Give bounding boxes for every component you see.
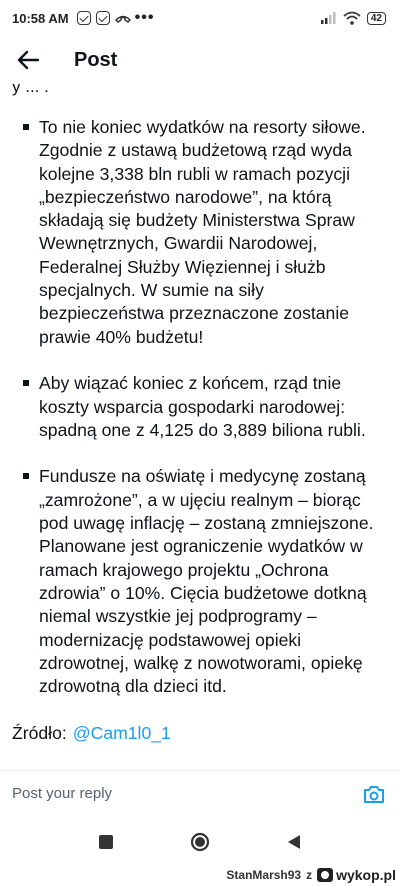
watermark-site [317, 867, 396, 883]
list-item [12, 372, 392, 442]
reply-input[interactable] [12, 785, 360, 802]
signal-icon [321, 12, 337, 24]
paragraph-text: Fundusze na oświatę i medycynę zostaną „zamrożone”, a w ujęciu realnym – biorąc pod uwagę inflację – zostaną zmniejszone. Planowane jest ograniczenie wydatków w ramach krajowego projektu „Ochrona zdrowia” o 10%. Cięcia budżetowe dotkną niemal wszystkie jej podprogramy – modernizację podstawowej opieki zdrowotnej, walkę z nowotworami, opiekę zdrowotną dla dzieci itd. [39, 466, 374, 697]
status-time: 10:58 AM [12, 10, 69, 26]
bullet-icon [12, 372, 39, 442]
list-item [12, 465, 392, 698]
battery-indicator: 42 [367, 12, 386, 25]
top-app-bar [0, 36, 400, 84]
recent-apps-button[interactable] [93, 829, 119, 855]
reply-bar [0, 770, 400, 816]
cut-off-text: y ... . [12, 84, 49, 96]
source-line [12, 722, 392, 745]
list-item [12, 116, 392, 349]
post-content[interactable] [0, 84, 400, 770]
camera-button[interactable] [360, 780, 388, 808]
call-forward-icon [115, 11, 131, 25]
watermark-separator: z [306, 868, 313, 882]
source-label: Źródło: [12, 722, 67, 743]
watermark [226, 866, 396, 884]
circle-icon [190, 832, 210, 852]
back-button[interactable] [0, 36, 56, 84]
more-notifications-icon: ••• [134, 9, 155, 26]
watermark-user: StanMarsh93 [226, 868, 302, 882]
bullet-icon [12, 116, 39, 349]
home-button[interactable] [187, 829, 213, 855]
square-icon [99, 835, 113, 849]
wifi-icon [343, 11, 361, 25]
camera-icon [363, 784, 385, 804]
paragraph-text: To nie koniec wydatków na resorty siłowe. Zgodnie z ustawą budżetową rząd wyda kolejne 3,338 bln rubli w ramach pozycji „bezpieczeństwo narodowe”, na którą składają się budżety Ministerstwa Spraw Wewnętrznych, Gwardii Narodowej, Federalnej Służby Więziennej i służb specjalnych. W sumie na siły bezpieczeństwa przeznaczone zostanie prawie 40% budżetu! [39, 117, 366, 347]
paragraph-text: Aby wiązać koniec z końcem, rząd tnie koszty wsparcia gospodarki narodowej: spadną one z 4,125 do 3,889 biliona rubli. [39, 373, 366, 440]
notification-icon [77, 11, 91, 25]
watermark-site-name: wykop.pl [336, 867, 396, 883]
status-bar [0, 0, 400, 36]
post-body [12, 116, 392, 745]
system-back-button[interactable] [281, 829, 307, 855]
wykop-logo-icon [317, 868, 333, 882]
source-mention-link[interactable]: @Cam1l0_1 [72, 722, 171, 743]
triangle-icon [287, 834, 301, 850]
page-title: Post [74, 48, 118, 71]
notification-icon [96, 11, 110, 25]
system-navigation-bar [0, 816, 400, 868]
arrow-left-icon [17, 50, 39, 70]
bullet-icon [12, 465, 39, 698]
